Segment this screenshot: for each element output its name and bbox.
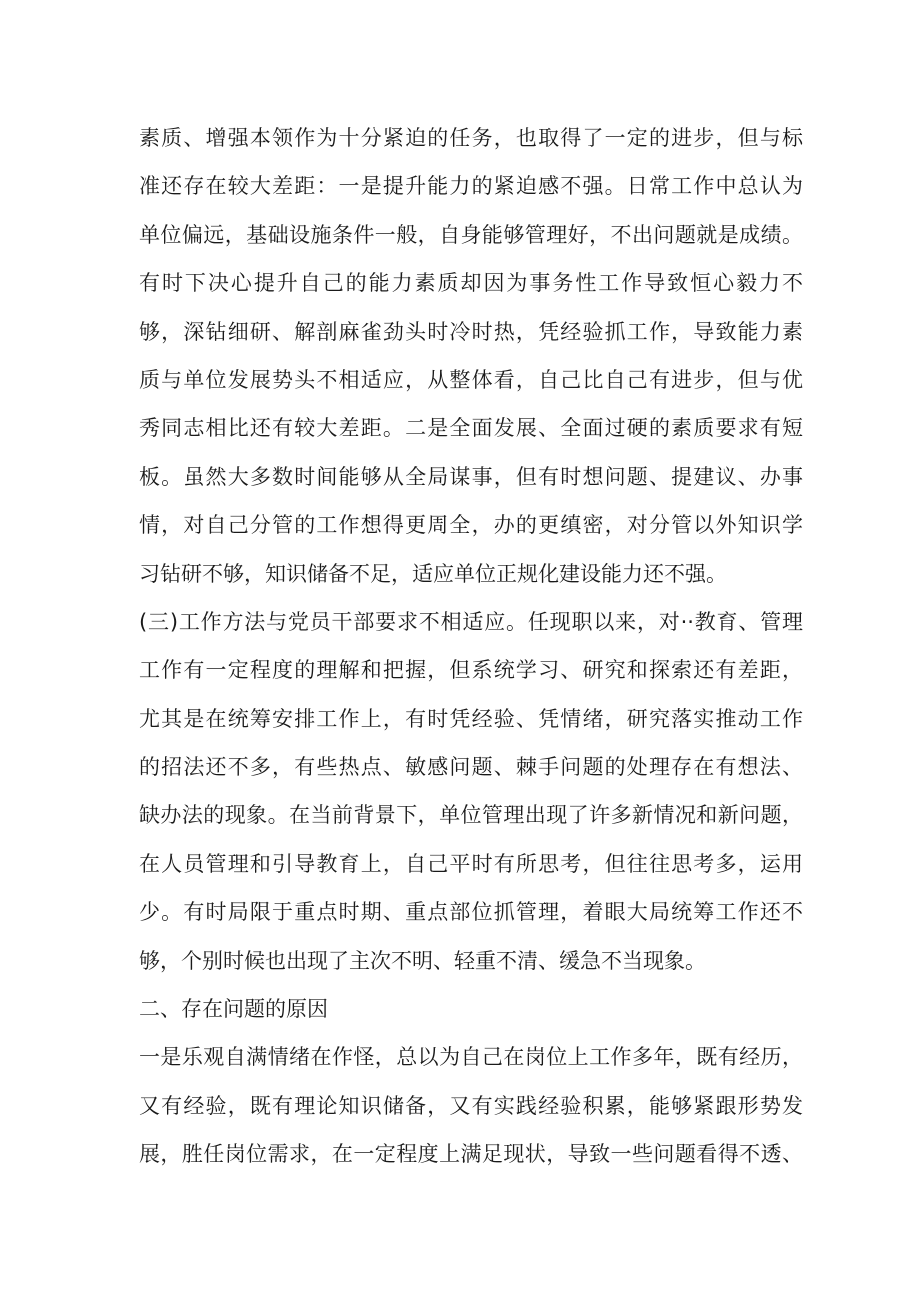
text-line: 一是乐观自满情绪在作怪，总以为自己在岗位上工作多年，既有经历， [139,1045,803,1070]
text-line: 尤其是在统筹安排工作上，有时凭经验、凭情绪，研究落实推动工作 [139,706,803,731]
section-heading: 二、存在问题的原因 [139,997,328,1022]
text-line: 又有经验，既有理论知识储备，又有实践经验积累，能够紧跟形势发 [139,1093,803,1118]
text-line: 素质、增强本领作为十分紧迫的任务，也取得了一定的进步，但与标 [139,126,803,150]
text-line: 工作有一定程度的理解和把握，但系统学习、研究和探索还有差距， [139,658,803,683]
section-heading-line: (三)工作方法与党员干部要求不相适应。任现职以来，对··教育、管理 [139,609,803,634]
text-line: 够，个别时候也出现了主次不明、轻重不清、缓急不当现象。 [139,948,706,973]
body-text [139,114,803,1179]
text-line: 秀同志相比还有较大差距。二是全面发展、全面过硬的素质要求有短 [139,416,803,441]
text-line: 情，对自己分管的工作想得更周全，办的更缜密，对分管以外知识学 [139,513,803,538]
text-line: 够，深钻细研、解剖麻雀劲头时冷时热，凭经验抓工作，导致能力素 [139,319,803,344]
text-line: 有时下决心提升自己的能力素质却因为事务性工作导致恒心毅力不 [139,271,803,296]
text-line: 的招法还不多，有些热点、敏感问题、棘手问题的处理存在有想法、 [139,755,803,780]
text-line: 准还存在较大差距：一是提升能力的紧迫感不强。日常工作中总认为 [139,174,803,199]
text-line: 缺办法的现象。在当前背景下，单位管理出现了许多新情况和新问题， [139,803,803,828]
text-line: 单位偏远，基础设施条件一般，自身能够管理好，不出问题就是成绩。 [139,222,803,247]
text-line: 质与单位发展势头不相适应，从整体看，自己比自己有进步，但与优 [139,367,803,392]
text-line: 展，胜任岗位需求，在一定程度上满足现状，导致一些问题看得不透、 [139,1142,803,1167]
text-line: 在人员管理和引导教育上，自己平时有所思考，但往往思考多，运用 [139,851,803,876]
text-line: 习钻研不够，知识储备不足，适应单位正规化建设能力还不强。 [139,561,727,586]
text-line: 少。有时局限于重点时期、重点部位抓管理，着眼大局统筹工作还不 [139,900,803,925]
text-line: 板。虽然大多数时间能够从全局谋事，但有时想问题、提建议、办事 [139,464,803,489]
